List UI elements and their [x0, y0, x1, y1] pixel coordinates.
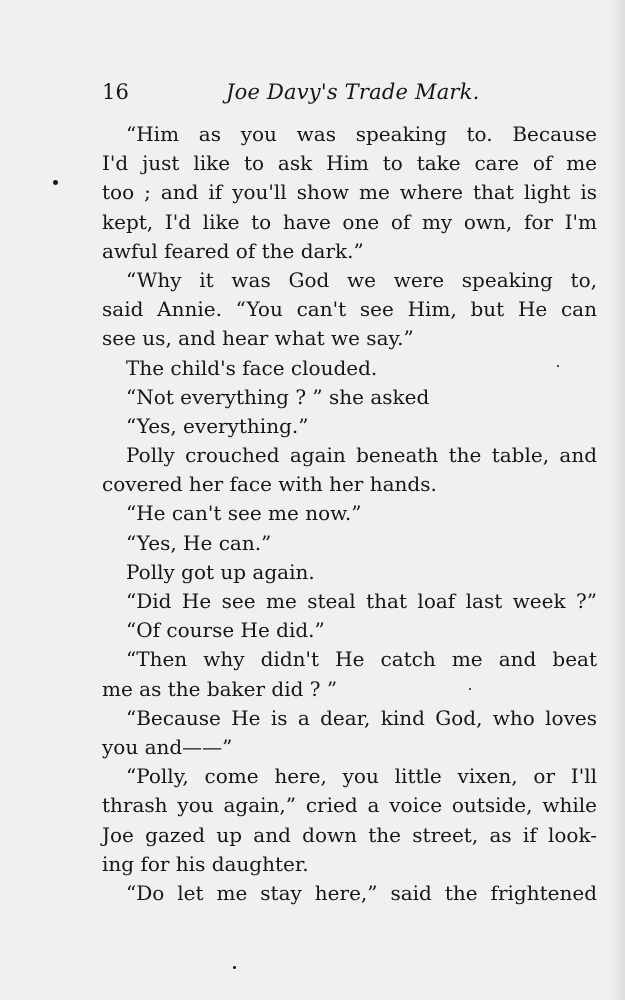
text-line: you and——”: [102, 734, 233, 759]
page-edge-shadow: [611, 0, 625, 1000]
text-line: “Not everything ? ” she asked: [126, 384, 430, 409]
text-line: me as the baker did ? ”: [102, 676, 338, 701]
ink-speck-bottom: [233, 966, 236, 969]
text-line: “He can't see me now.”: [126, 501, 362, 526]
text-line: “Him as you was speaking to. Because: [126, 122, 597, 146]
text-line: too ; and if you'll show me where that light is: [102, 180, 597, 205]
text-line: see us, and hear what we say.”: [102, 326, 414, 351]
text-line: “Yes, everything.”: [126, 413, 309, 438]
text-line: “Because He is a dear, kind God, who loves: [126, 705, 597, 730]
ink-speck-mid: [557, 365, 559, 367]
text-line: said Annie. “You can't see Him, but He can: [102, 297, 597, 322]
text-line: The child's face clouded.: [126, 355, 378, 380]
text-line: “Polly, come here, you little vixen, or I'll: [126, 764, 597, 789]
text-line: “Why it was God we were speaking to,: [126, 267, 597, 292]
text-line: Polly crouched again beneath the table, and: [126, 443, 597, 468]
text-line: Polly got up again.: [126, 559, 315, 584]
text-line: Joe gazed up and down the street, as if look-: [102, 822, 597, 847]
body-text: [102, 120, 597, 908]
page-number: 16: [102, 80, 130, 104]
text-line: kept, I'd like to have one of my own, for I'm: [102, 209, 597, 234]
text-line: “Do let me stay here,” said the frightened: [126, 880, 597, 905]
running-title: Joe Davy's Trade Mark.: [226, 80, 480, 104]
text-line: covered her face with her hands.: [102, 472, 437, 497]
page-header: [102, 77, 492, 107]
ink-speck-left: [53, 180, 58, 185]
ink-speck-low: [469, 688, 471, 690]
text-line: “Did He see me steal that loaf last week ?”: [126, 589, 597, 613]
text-line: awful feared of the dark.”: [102, 238, 364, 263]
text-line: “Then why didn't He catch me and beat: [126, 647, 597, 672]
text-line: thrash you again,” cried a voice outside, while: [102, 793, 597, 818]
text-line: “Yes, He can.”: [126, 530, 272, 555]
text-line: I'd just like to ask Him to take care of me: [102, 151, 597, 176]
text-line: ing for his daughter.: [102, 851, 309, 876]
text-line: “Of course He did.”: [126, 618, 325, 643]
